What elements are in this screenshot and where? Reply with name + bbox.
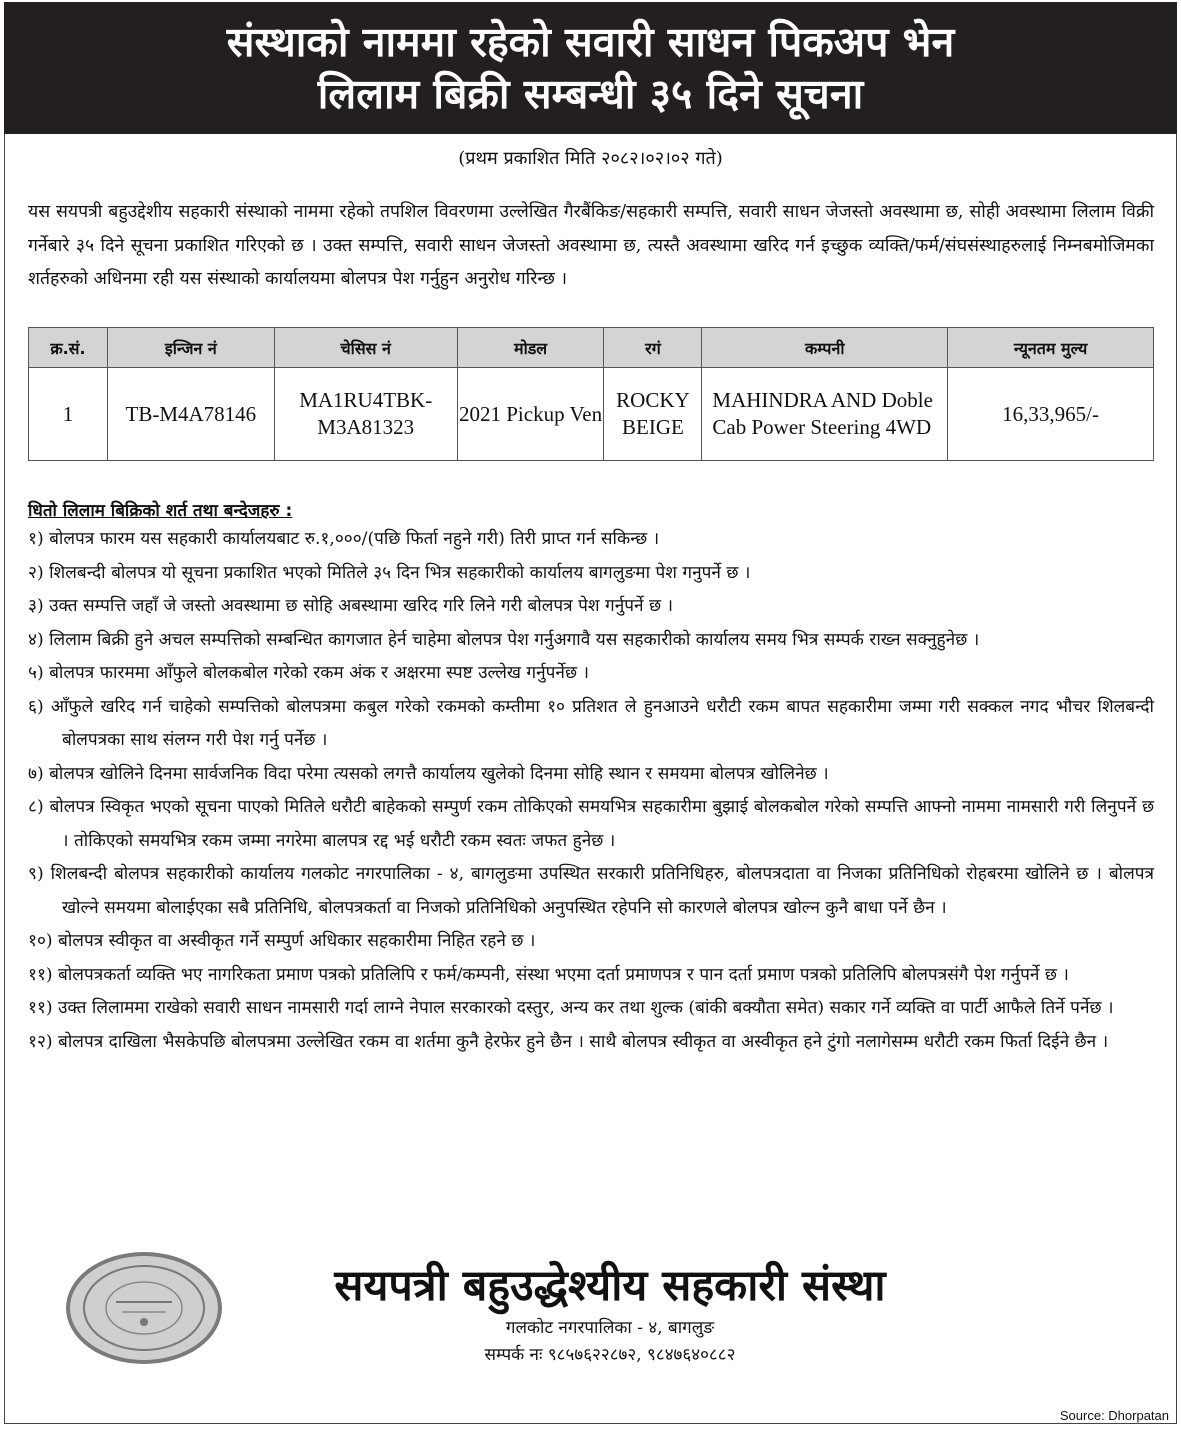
vehicle-table [28, 327, 1154, 461]
term-item: २) शिलबन्दी बोलपत्र यो सूचना प्रकाशित भएको मितिले ३५ दिन भित्र सहकारीको कार्यालय बागलुङमा पेश गनुपर्ने छ । [28, 562, 751, 583]
organization-stamp [66, 1252, 222, 1364]
organization-name: सयपत्री बहुउद्धेश्यीय सहकारी संस्था [334, 1261, 886, 1311]
header-model: मोडल [457, 328, 604, 368]
term-item: १) बोलपत्र फारम यस सहकारी कार्यालयबाट रु.१,०००/(पछि फिर्ता नहुने गरी) तिरी प्राप्त गर्न सकिन्छ । [28, 529, 660, 549]
cell-chassis-no: MA1RU4TBK-M3A81323 [274, 368, 457, 461]
header-min-price: न्यूनतम मुल्य [948, 328, 1154, 368]
source-credit: Source: Dhorpatan [1059, 1408, 1169, 1423]
cell-min-price: 16,33,965/- [948, 368, 1154, 461]
cell-sn: 1 [29, 368, 108, 461]
notice-title-banner [4, 2, 1177, 134]
term-item: ९) शिलबन्दी बोलपत्र सहकारीको कार्यालय गलकोट नगरपालिका - ४, बागलुङमा उपस्थित सरकारी प्रतिनिधिहरु, बोलपत्रदाता वा निजका प्रतिनिधिको रोहबरमा खोलिने छ । बोलपत्र खोल्ने समयमा बोलाईएका सबै प्रतिनिधि, बोलपत्रकर्ता वा निजको प्रतिनिधिको अनुपस्थित रहेपनि सो कारणले बोलपत्र खोल्न कुनै बाधा पर्ने छैन । [28, 864, 1154, 918]
header-company: कम्पनी [702, 328, 948, 368]
cell-company: MAHINDRA AND Doble Cab Power Steering 4WD [702, 368, 948, 461]
notice-title-line2: लिलाम बिक्री सम्बन्धी ३५ दिने सूचना [317, 70, 864, 118]
header-color: रगं [604, 328, 702, 368]
term-item: १०) बोलपत्र स्वीकृत वा अस्वीकृत गर्ने सम्पुर्ण अधिकार सहकारीमा निहित रहने छ । [28, 931, 536, 951]
term-item: ३) उक्त सम्पत्ति जहाँ जे जस्तो अवस्थामा छ सोहि अबस्थामा खरिद गरि लिने गरी बोलपत्र पेश गर्नुपर्ने छ । [28, 596, 674, 616]
table-header-row [29, 328, 1154, 368]
term-item: ८) बोलपत्र स्विकृत भएको सूचना पाएको मितिले धरौटी बाहेकको सम्पुर्ण रकम तोकिएको समयभित्र सहकारीमा बुझाई बोलकबोल गरेको सम्पत्ति आफ्नो नाममा नामसारी गरी लिनुपर्ने छ । तोकिएको समयभित्र रकम जम्मा नगरेमा बालपत्र रद्द भई धरौटी रकम स्वतः जफत हुनेछ । [28, 797, 1154, 851]
organization-contact: सम्पर्क नः ९८५७६२२८७२, ९८४७६४०८८२ [484, 1345, 736, 1365]
cell-color: ROCKY BEIGE [604, 368, 702, 461]
table-row [29, 368, 1154, 461]
terms-list [28, 523, 1154, 1059]
term-item: ४) लिलाम बिक्री हुने अचल सम्पत्तिको सम्बन्धित कागजात हेर्न चाहेमा बोलपत्र पेश गर्नुअगावै यस सहकारीको कार्यालय समय भित्र सम्पर्क राख्न सक्नुहुनेछ । [28, 629, 980, 650]
header-chassis-no: चेसिस नं [274, 328, 457, 368]
intro-paragraph: यस सयपत्री बहुउद्देशीय सहकारी संस्थाको नाममा रहेको तपशिल विवरणमा उल्लेखित गैरबैंकिङ/सहकारी सम्पत्ति, सवारी साधन जेजस्तो अवस्थामा छ, सोही अवस्थामा लिलाम विक्री गर्नेबारे ३५ दिने सूचना प्रकाशित गरिएको छ । उक्त सम्पत्ति, सवारी साधन जेजस्तो अवस्थामा छ, त्यस्तै अवस्थामा खरिद गर्न इच्छुक व्यक्ति/फर्म/संघसंस्थाहरुलाई निम्नबमोजिमका शर्तहरुको अधिनमा रही यस संस्थाको कार्यालयमा बोलपत्र पेश गर्नुहुन अनुरोध गरिन्छ । [28, 202, 1154, 289]
terms-heading: धितो लिलाम बिक्रिको शर्त तथा बन्देजहरु : [28, 501, 293, 521]
term-item: १२) बोलपत्र दाखिला भैसकेपछि बोलपत्रमा उल्लेखित रकम वा शर्तमा कुनै हेरफेर हुने छैन । साथै बोलपत्र स्वीकृत वा अस्वीकृत हने टुंगो नलागेसम्म धरौटी रकम फिर्ता दिईने छैन । [28, 1031, 1109, 1052]
header-engine-no: इन्जिन नं [107, 328, 274, 368]
term-item: ११) बोलपत्रकर्ता व्यक्ति भए नागरिकता प्रमाण पत्रको प्रतिलिपि र फर्म/कम्पनी, संस्था भएमा दर्ता प्रमाणपत्र र पान दर्ता प्रमाण पत्रको प्रतिलिपि बोलपत्रसंगै पेश गर्नुपर्ने छ । [28, 964, 1069, 985]
stamp-icon [70, 1256, 218, 1360]
term-item: ११) उक्त लिलाममा राखेको सवारी साधन नामसारी गर्दा लाग्ने नेपाल सरकारको दस्तुर, अन्य कर तथा शुल्क (बांकी बक्यौता समेत) सकार गर्ने व्यक्ति वा पार्टी आफैले तिर्ने पर्नेछ । [28, 998, 1114, 1018]
term-item: ६) आँफुले खरिद गर्न चाहेको सम्पत्तिको बोलपत्रमा कबुल गरेको रकमको कम्तीमा १० प्रतिशत ले हुनआउने धरौटी रकम बापत सहकारीमा जम्मा गरी सक्कल नगद भौचर शिलबन्दी बोलपत्रका साथ संलग्न गरी पेश गर्नु पर्नेछ । [28, 696, 1154, 750]
header-sn: क्र.सं. [29, 328, 108, 368]
notice-title-line1: संस्थाको नाममा रहेको सवारी साधन पिकअप भेन [226, 18, 955, 66]
published-date: (प्रथम प्रकाशित मिति २०८२।०२।०२ गते) [458, 148, 723, 169]
term-item: ५) बोलपत्र फारममा आँफुले बोलकबोल गरेको रकम अंक र अक्षरमा स्पष्ट उल्लेख गर्नुपर्नेछ । [28, 663, 589, 683]
cell-model: 2021 Pickup Ven [457, 368, 604, 461]
cell-engine-no: TB-M4A78146 [107, 368, 274, 461]
term-item: ७) बोलपत्र खोलिने दिनमा सार्वजनिक विदा परेमा त्यसको लगत्तै कार्यालय खुलेको दिनमा सोहि स्थान र समयमा बोलपत्र खोलिनेछ । [28, 763, 829, 784]
organization-address: गलकोट नगरपालिका - ४, बागलुङ [505, 1318, 715, 1338]
